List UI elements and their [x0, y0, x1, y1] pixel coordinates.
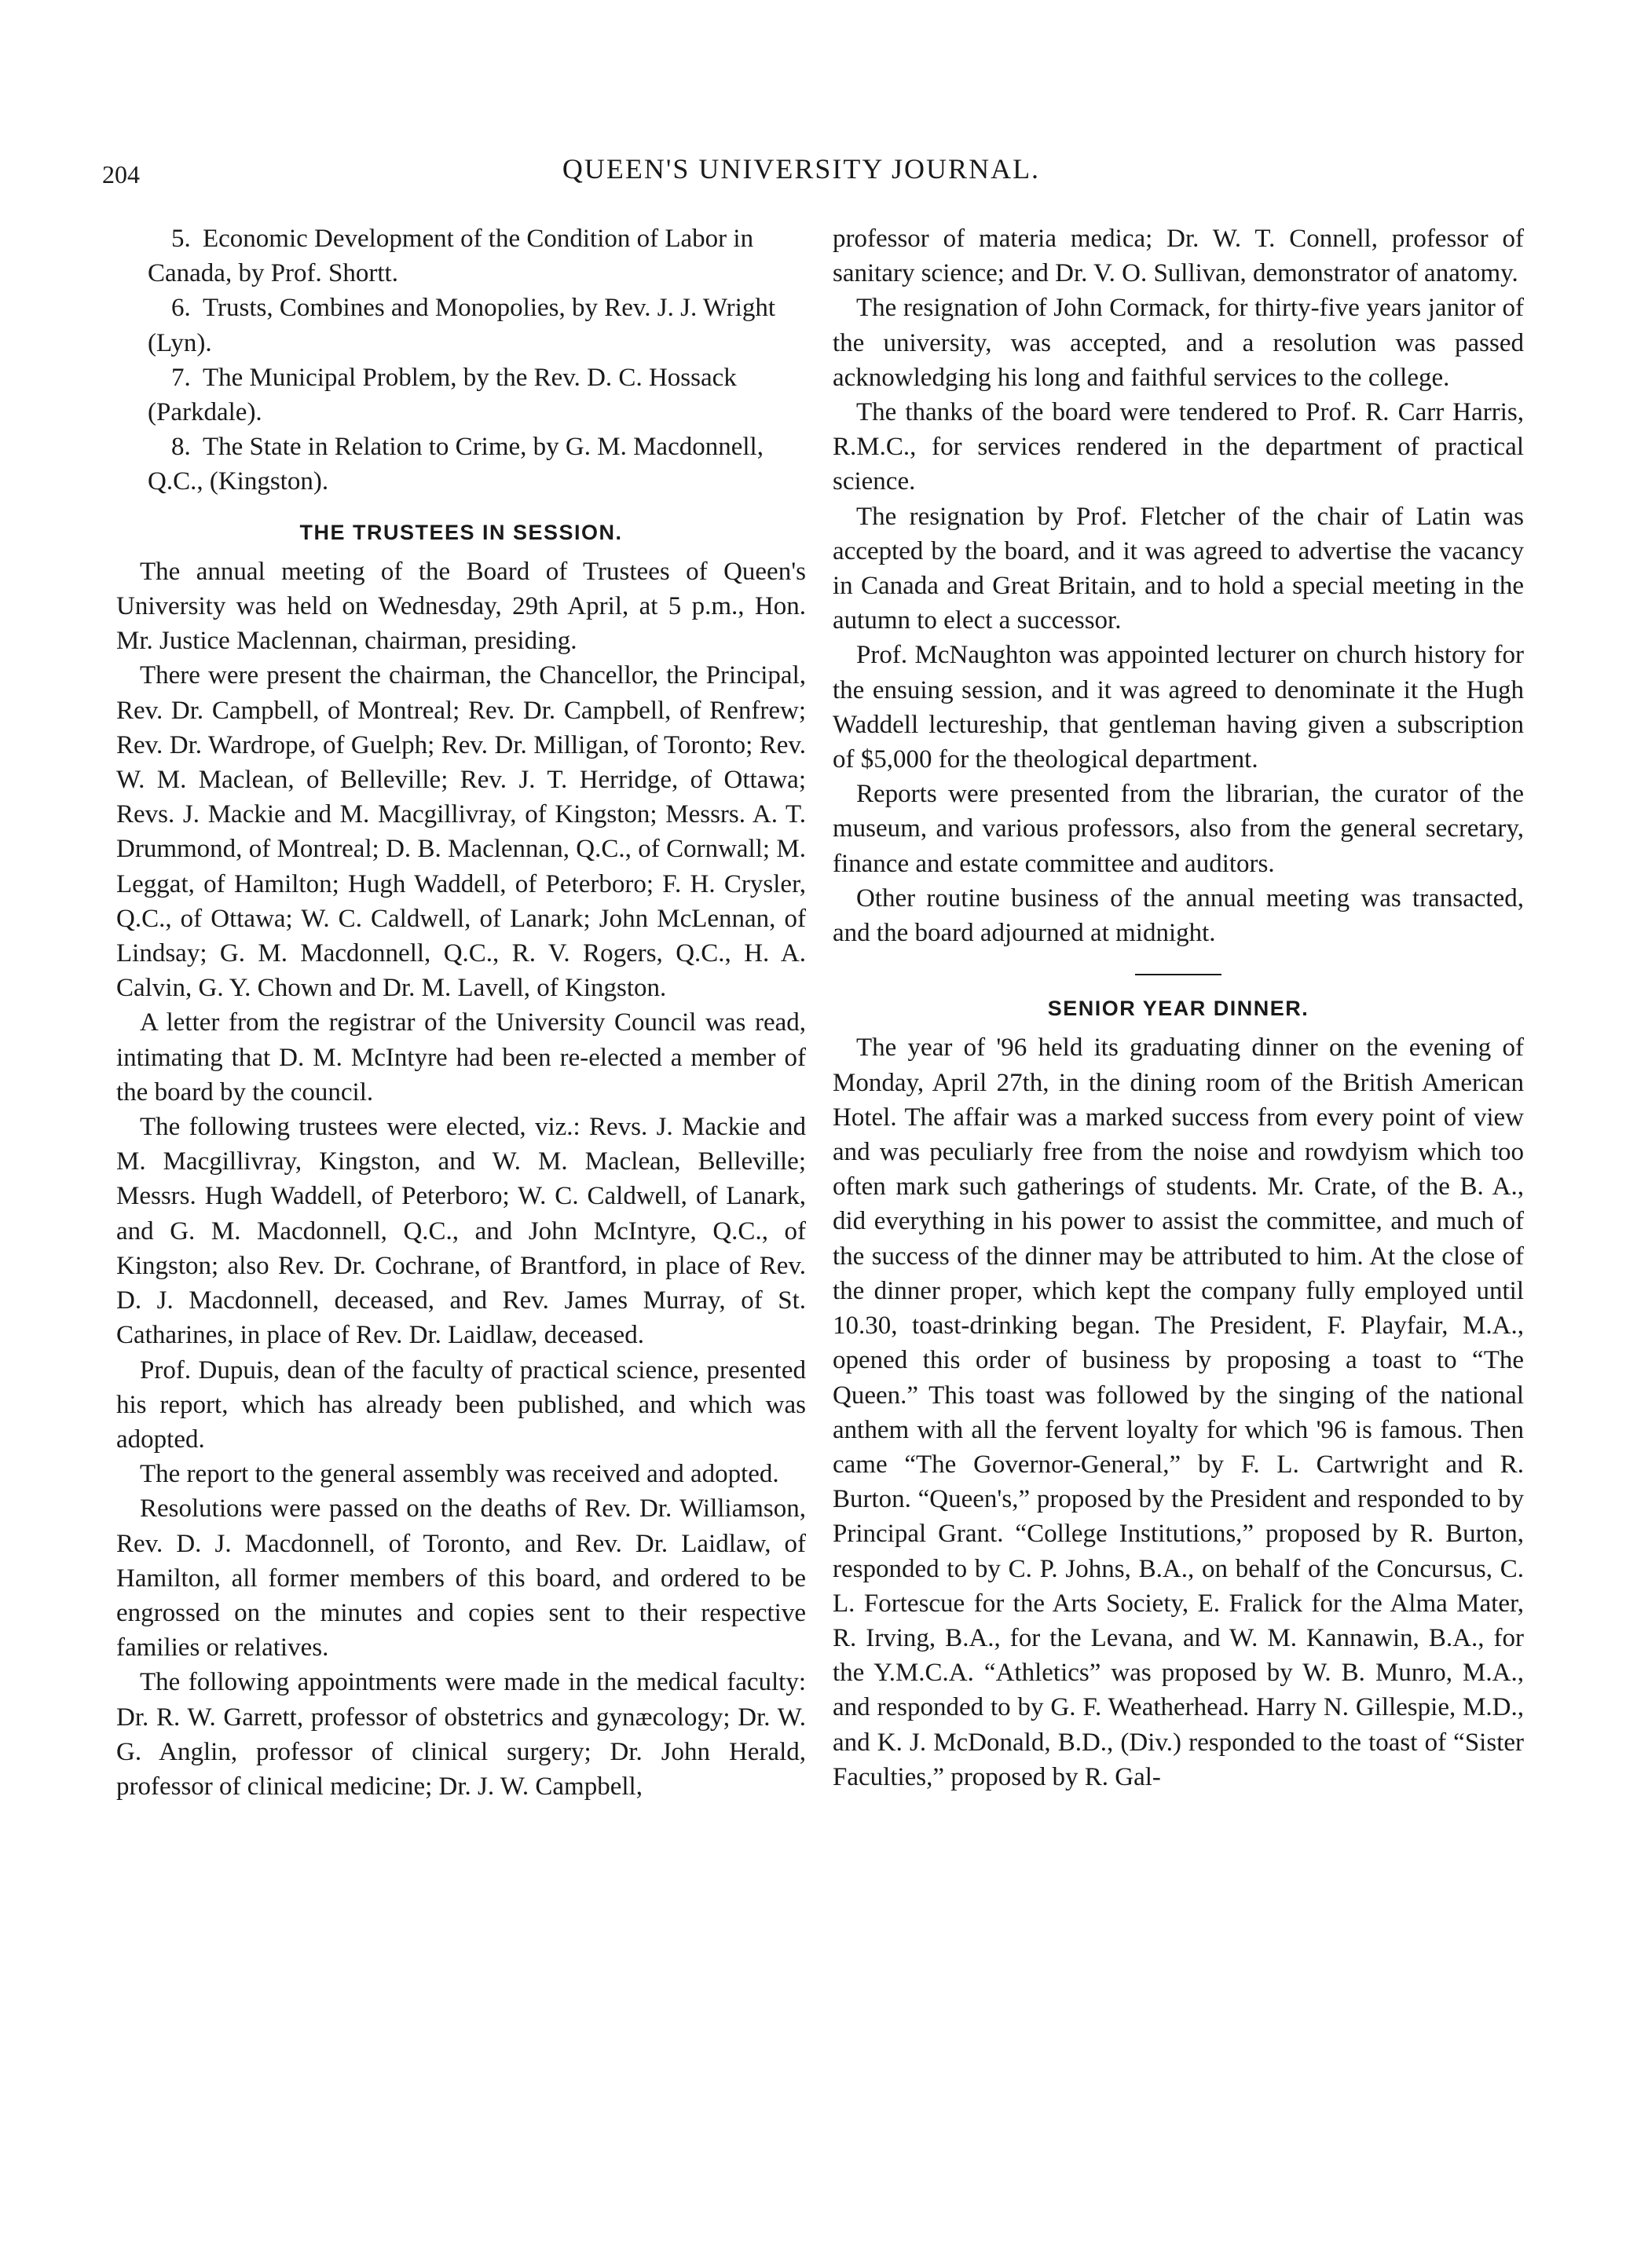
list-item-number: 6. — [171, 294, 191, 323]
list-item-text: Trusts, Combines and Monopolies, by Rev. J. J. Wright (Lyn). — [148, 294, 775, 357]
list-item — [116, 360, 806, 430]
journal-title: QUEEN'S UNIVERSITY JOURNAL. — [562, 153, 1041, 185]
list-item-number: 8. — [171, 433, 191, 462]
paragraph: The year of '96 held its graduating dinner on the evening of Monday, April 27th, in the dining room of the British American Hotel. The affair was a marked success from every point of view and was peculiarly free from the noise and rowdyism which too often mark such gatherings of students. Mr. Crate, of the B. A., did everything in his power to assist the committee, and much of the success of the dinner may be attributed to him. At the close of the dinner proper, which kept the company fully employed until 10.30, toast-drinking began. The President, F. Playfair, M.A., opened this order of business by proposing a toast to “The Queen.” This toast was followed by the singing of the national anthem with all the fervent loyalty for which '96 is famous. Then came “The Governor-General,” by F. L. Cartwright and R. Burton. “Queen's,” proposed by the President and responded to by Principal Grant. “College Institutions,” proposed by R. Burton, responded to by C. P. Johns, B.A., on behalf of the Concursus, C. L. Fortescue for the Arts Society, E. Fralick for the Alma Mater, R. Irving, B.A., for the Levana, and W. M. Kannawin, B.A., for the Y.M.C.A. “Athletics” was proposed by W. B. Munro, M.A., and responded to by G. F. Weatherhead. Harry N. Gillespie, M.D., and K. J. McDonald, B.D., (Div.) responded to the toast of “Sister Faculties,” proposed by R. Gal- — [833, 1033, 1524, 1791]
paragraph: The following trustees were elected, viz.: Revs. J. Mackie and M. Macgillivray, Kingston, and W. M. Maclean, Belleville; Messrs. Hugh Waddell, of Peterboro; W. C. Caldwell, of Lanark, and G. M. Macdonnell, Q.C., and John McIntyre, Q.C., of Kingston; also Rev. Dr. Cochrane, of Brantford, in place of Rev. D. J. Macdonnell, deceased, and Rev. James Murray, of St. Catharines, in place of Rev. Dr. Laidlaw, deceased. — [116, 1113, 806, 1350]
paragraph: The thanks of the board were tendered to Prof. R. Carr Harris, R.M.C., for services rendered in the department of practical science. — [833, 398, 1524, 496]
paragraph: The following appointments were made in the medical faculty: Dr. R. W. Garrett, professor of obstetrics and gynæcology; Dr. W. G. Anglin, professor of clinical surgery; Dr. John Herald, professor of clinical medicine; Dr. J. W. Campbell, — [116, 1668, 806, 1801]
list-item — [116, 430, 806, 499]
section-divider — [1135, 974, 1221, 975]
list-item — [116, 291, 806, 360]
list-item — [116, 221, 806, 291]
list-item-text: Economic Development of the Condition of Labor in Canada, by Prof. Shortt. — [148, 225, 754, 288]
paragraph: The resignation of John Cormack, for thirty-five years janitor of the university, was accepted, and a resolution was passed acknowledging his long and faithful services to the college. — [833, 294, 1524, 392]
paragraph: There were present the chairman, the Chancellor, the Principal, Rev. Dr. Campbell, of Montreal; Rev. Dr. Campbell, of Renfrew; Rev. Dr. Wardrope, of Guelph; Rev. Dr. Milligan, of Toronto; Rev. W. M. Maclean, of Belleville; Rev. J. T. Herridge, of Ottawa; Revs. J. Mackie and M. Macgillivray, of Kingston; Messrs. A. T. Drummond, of Montreal; D. B. Maclennan, Q.C., of Cornwall; M. Leggat, of Hamilton; Hugh Waddell, of Peterboro; F. H. Crysler, Q.C., of Ottawa; W. C. Caldwell, of Lanark; John McLennan, of Lindsay; G. M. Macdonnell, Q.C., R. V. Rogers, Q.C., H. A. Calvin, G. Y. Chown and Dr. M. Lavell, of Kingston. — [116, 661, 806, 1003]
right-column — [833, 221, 1524, 1794]
left-column — [116, 221, 806, 1804]
list-item-text: The Municipal Problem, by the Rev. D. C. Hossack (Parkdale). — [148, 363, 737, 427]
papers-list — [116, 221, 806, 499]
paragraph: Prof. Dupuis, dean of the faculty of practical science, presented his report, which has already been published, and which was adopted. — [116, 1355, 806, 1454]
paragraph: The annual meeting of the Board of Trustees of Queen's University was held on Wednesday, 29th April, at 5 p.m., Hon. Mr. Justice Maclennan, chairman, presiding. — [116, 557, 806, 656]
paragraph: Resolutions were passed on the deaths of Rev. Dr. Williamson, Rev. D. J. Macdonnell, of Toronto, and Rev. Dr. Laidlaw, of Hamilton, all former members of this board, and ordered to be engrossed on the minutes and copies sent to their respective families or relatives. — [116, 1494, 806, 1663]
paragraph: Reports were presented from the librarian, the curator of the museum, and various professors, also from the general secretary, finance and estate committee and auditors. — [833, 780, 1524, 878]
page-number: 204 — [102, 160, 140, 188]
list-item-number: 5. — [171, 225, 191, 253]
list-item-text: The State in Relation to Crime, by G. M. Macdonnell, Q.C., (Kingston). — [148, 433, 764, 496]
paragraph: Prof. McNaughton was appointed lecturer on church history for the ensuing session, and it was agreed to denominate it the Hugh Waddell lectureship, that gentleman having given a subscription of $5,000 for the theological department. — [833, 641, 1524, 774]
list-item-number: 7. — [171, 363, 191, 392]
paragraph: Other routine business of the annual meeting was transacted, and the board adjourned at midnight. — [833, 883, 1524, 948]
paragraph: The report to the general assembly was received and adopted. — [140, 1460, 779, 1489]
paragraph: The resignation by Prof. Fletcher of the chair of Latin was accepted by the board, and it was agreed to advertise the vacancy in Canada and Great Britain, and to hold a special meeting in the autumn to elect a successor. — [833, 502, 1524, 635]
paragraph: A letter from the registrar of the University Council was read, intimating that D. M. McIntyre had been re-elected a member of the board by the council. — [116, 1008, 806, 1107]
trustees-section-heading: THE TRUSTEES IN SESSION. — [299, 520, 623, 544]
page-header — [102, 149, 1500, 196]
continued-paragraph: professor of materia medica; Dr. W. T. Connell, professor of sanitary science; and Dr. V. O. Sullivan, demonstrator of anatomy. — [833, 225, 1524, 288]
dinner-section-heading: SENIOR YEAR DINNER. — [1047, 997, 1309, 1021]
